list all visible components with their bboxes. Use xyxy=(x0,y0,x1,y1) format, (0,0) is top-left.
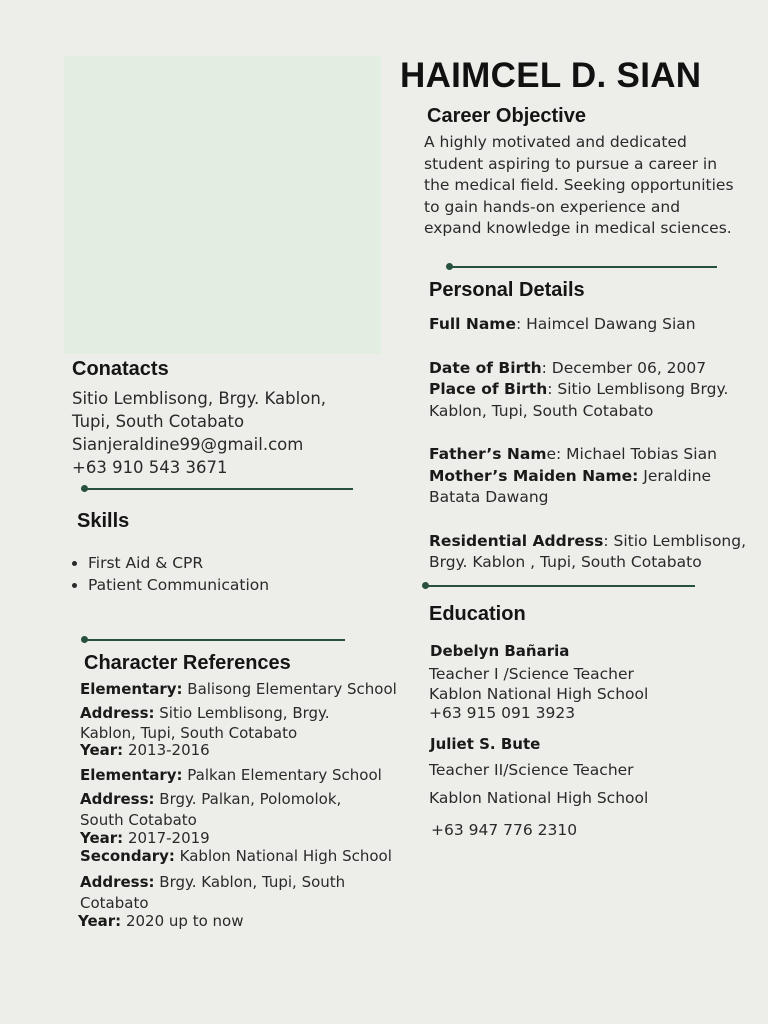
contact-address: Tupi, South Cotabato xyxy=(72,412,245,431)
contact-address: Sitio Lemblisong, Brgy. Kablon, xyxy=(72,389,327,408)
mother-value: Jeraldine xyxy=(638,466,712,485)
skills-heading: Skills xyxy=(77,510,130,532)
reference-school: Kablon National High School xyxy=(429,789,649,807)
reference-details-1 xyxy=(429,665,648,724)
reference-label: Address: xyxy=(80,704,155,722)
reference-row xyxy=(80,766,382,784)
reference-row xyxy=(80,704,330,722)
reference-label: Elementary: xyxy=(80,680,183,698)
contact-email: Sianjeraldine99@gmail.com xyxy=(72,435,304,454)
mother-value-2: Batata Dawang xyxy=(429,488,549,506)
reference-name-2: Juliet S. Bute xyxy=(430,735,541,753)
father-label: Father’s Nam xyxy=(429,445,547,463)
reference-row xyxy=(78,912,243,930)
dob-row xyxy=(429,358,764,380)
reference-row xyxy=(80,680,397,698)
dob-label: Date of Birth xyxy=(429,358,542,377)
address-row xyxy=(429,531,764,553)
reference-row xyxy=(80,847,392,865)
address-label: Residential Address xyxy=(429,531,604,550)
father-row xyxy=(429,444,764,466)
reference-value: Cotabato xyxy=(80,894,149,912)
career-line: A highly motivated and dedicated xyxy=(424,133,687,151)
dob-value: : December 06, 2007 xyxy=(541,358,707,377)
skills-list xyxy=(72,552,269,596)
profile-photo xyxy=(64,56,381,354)
reference-name-1: Debelyn Bañaria xyxy=(430,642,570,660)
reference-value: 2020 up to now xyxy=(121,912,244,930)
reference-value: Palkan Elementary School xyxy=(182,766,382,784)
reference-row xyxy=(80,790,341,808)
reference-title: Teacher II/Science Teacher xyxy=(429,761,634,779)
page-title: HAIMCEL D. SIAN xyxy=(400,56,702,95)
pob-row xyxy=(429,379,764,401)
full-name-label: Full Name xyxy=(429,315,516,333)
contact-phone: +63 910 543 3671 xyxy=(72,458,228,477)
career-line: student aspiring to pursue a career in xyxy=(424,154,718,173)
mother-row xyxy=(429,466,764,488)
full-name-value: : Haimcel Dawang Sian xyxy=(515,315,696,333)
career-line: to gain hands-on experience and xyxy=(424,197,681,216)
career-line: the medical field. Seeking opportunities xyxy=(424,176,734,194)
contacts-heading: Conatacts xyxy=(72,358,169,380)
divider xyxy=(449,266,717,268)
reference-label: Address: xyxy=(80,873,155,891)
father-value: e: Michael Tobias Sian xyxy=(546,445,717,463)
divider xyxy=(84,639,345,641)
reference-row xyxy=(80,829,210,847)
contacts-text xyxy=(72,387,326,479)
pob-label: Place of Birth xyxy=(429,380,548,398)
personal-details-heading: Personal Details xyxy=(429,279,585,301)
reference-label: Year: xyxy=(80,741,124,759)
address-value-2: Brgy. Kablon , Tupi, South Cotabato xyxy=(429,553,702,571)
skill-item: • Patient Communication xyxy=(88,574,269,596)
reference-value: 2017-2019 xyxy=(123,829,210,847)
pob-value-2: Kablon, Tupi, South Cotabato xyxy=(429,401,654,420)
pob-value: : Sitio Lemblisong Brgy. xyxy=(547,380,729,398)
address-value: : Sitio Lemblisong, xyxy=(603,531,747,550)
personal-details xyxy=(429,314,764,574)
character-references-heading: Character References xyxy=(84,652,291,674)
reference-value: Kablon National High School xyxy=(174,847,392,865)
reference-label: Elementary: xyxy=(80,766,183,784)
reference-value: Sitio Lemblisong, Brgy. xyxy=(154,704,330,722)
reference-title: Teacher I /Science Teacher xyxy=(429,665,634,683)
education-heading: Education xyxy=(429,603,526,625)
reference-school: Kablon National High School xyxy=(429,684,649,703)
reference-label: Year: xyxy=(78,912,122,930)
skill-item: • First Aid & CPR xyxy=(88,552,269,574)
full-name-row xyxy=(429,314,764,336)
reference-value: Brgy. Palkan, Polomolok, xyxy=(154,790,342,808)
career-objective-text xyxy=(424,132,764,240)
reference-label: Address: xyxy=(80,790,155,808)
divider xyxy=(425,585,695,587)
reference-value: 2013-2016 xyxy=(123,741,210,759)
reference-row xyxy=(80,873,345,891)
reference-row xyxy=(80,741,210,759)
reference-label: Secondary: xyxy=(80,847,175,865)
reference-value: Brgy. Kablon, Tupi, South xyxy=(154,873,346,891)
reference-value: South Cotabato xyxy=(80,811,197,829)
career-objective-heading: Career Objective xyxy=(427,105,586,127)
reference-value: Kablon, Tupi, South Cotabato xyxy=(80,724,298,742)
reference-phone: +63 947 776 2310 xyxy=(431,821,578,839)
career-line: expand knowledge in medical sciences. xyxy=(424,219,732,237)
mother-label: Mother’s Maiden Name: xyxy=(429,466,639,485)
reference-value: Balisong Elementary School xyxy=(182,680,397,698)
reference-phone: +63 915 091 3923 xyxy=(429,704,576,722)
reference-label: Year: xyxy=(80,829,124,847)
divider xyxy=(84,488,353,490)
